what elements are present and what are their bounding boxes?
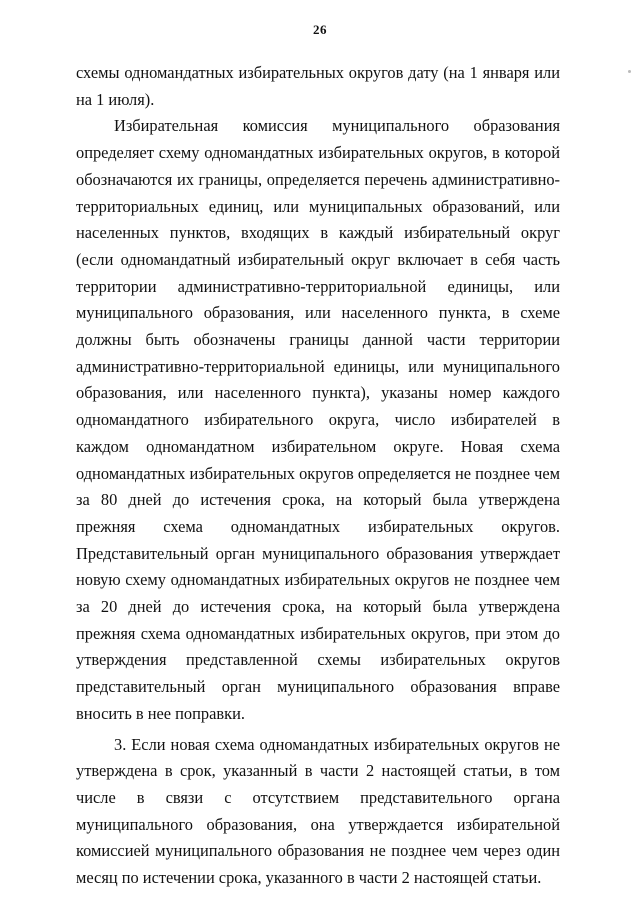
- document-body: [76, 60, 560, 892]
- paragraph-continuation: схемы одномандатных избирательных округов дату (на 1 января или на 1 июля).: [76, 63, 560, 109]
- page-number: 26: [313, 22, 327, 37]
- paragraph-commission-scheme: Избирательная комиссия муниципального образования определяет схему одномандатных избирательных округов, в которой обозначаются их границы, определяется перечень административно-территориальных единиц, или муниципальных образований, или населенных пунктов, входящих в каждый избирательный округ (если одномандатный избирательный округ включает в себя часть территории административно-территориальной единицы, или муниципального образования, или населенного пункта, в схеме должны быть обозначены границы данной части территории административно-территориальной единицы, или муниципального образования, или населенного пункта), указаны номер каждого одномандатного избирательного округа, число избирателей в каждом одномандатном избирательном округе. Новая схема одномандатных избирательных округов определяется не позднее чем за 80 дней до истечения срока, на который была утверждена прежняя схема одномандатных избирательных округов. Представительный орган муниципального образования утверждает новую схему одномандатных избирательных округов не позднее чем за 20 дней до истечения срока, на который была утверждена прежняя схема одномандатных избирательных округов, при этом до утверждения представленной схемы избирательных округов представительный орган муниципального образования вправе вносить в нее поправки.: [76, 116, 560, 723]
- scan-speck: [628, 70, 631, 73]
- paragraph-part-3: 3. Если новая схема одномандатных избирательных округов не утверждена в срок, указанный в части 2 настоящей статьи, в том числе в связи с отсутствием представительного органа муниципального образования, она утверждается избирательной комиссией муниципального образования не позднее чем через один месяц по истечении срока, указанного в части 2 настоящей статьи.: [76, 734, 560, 888]
